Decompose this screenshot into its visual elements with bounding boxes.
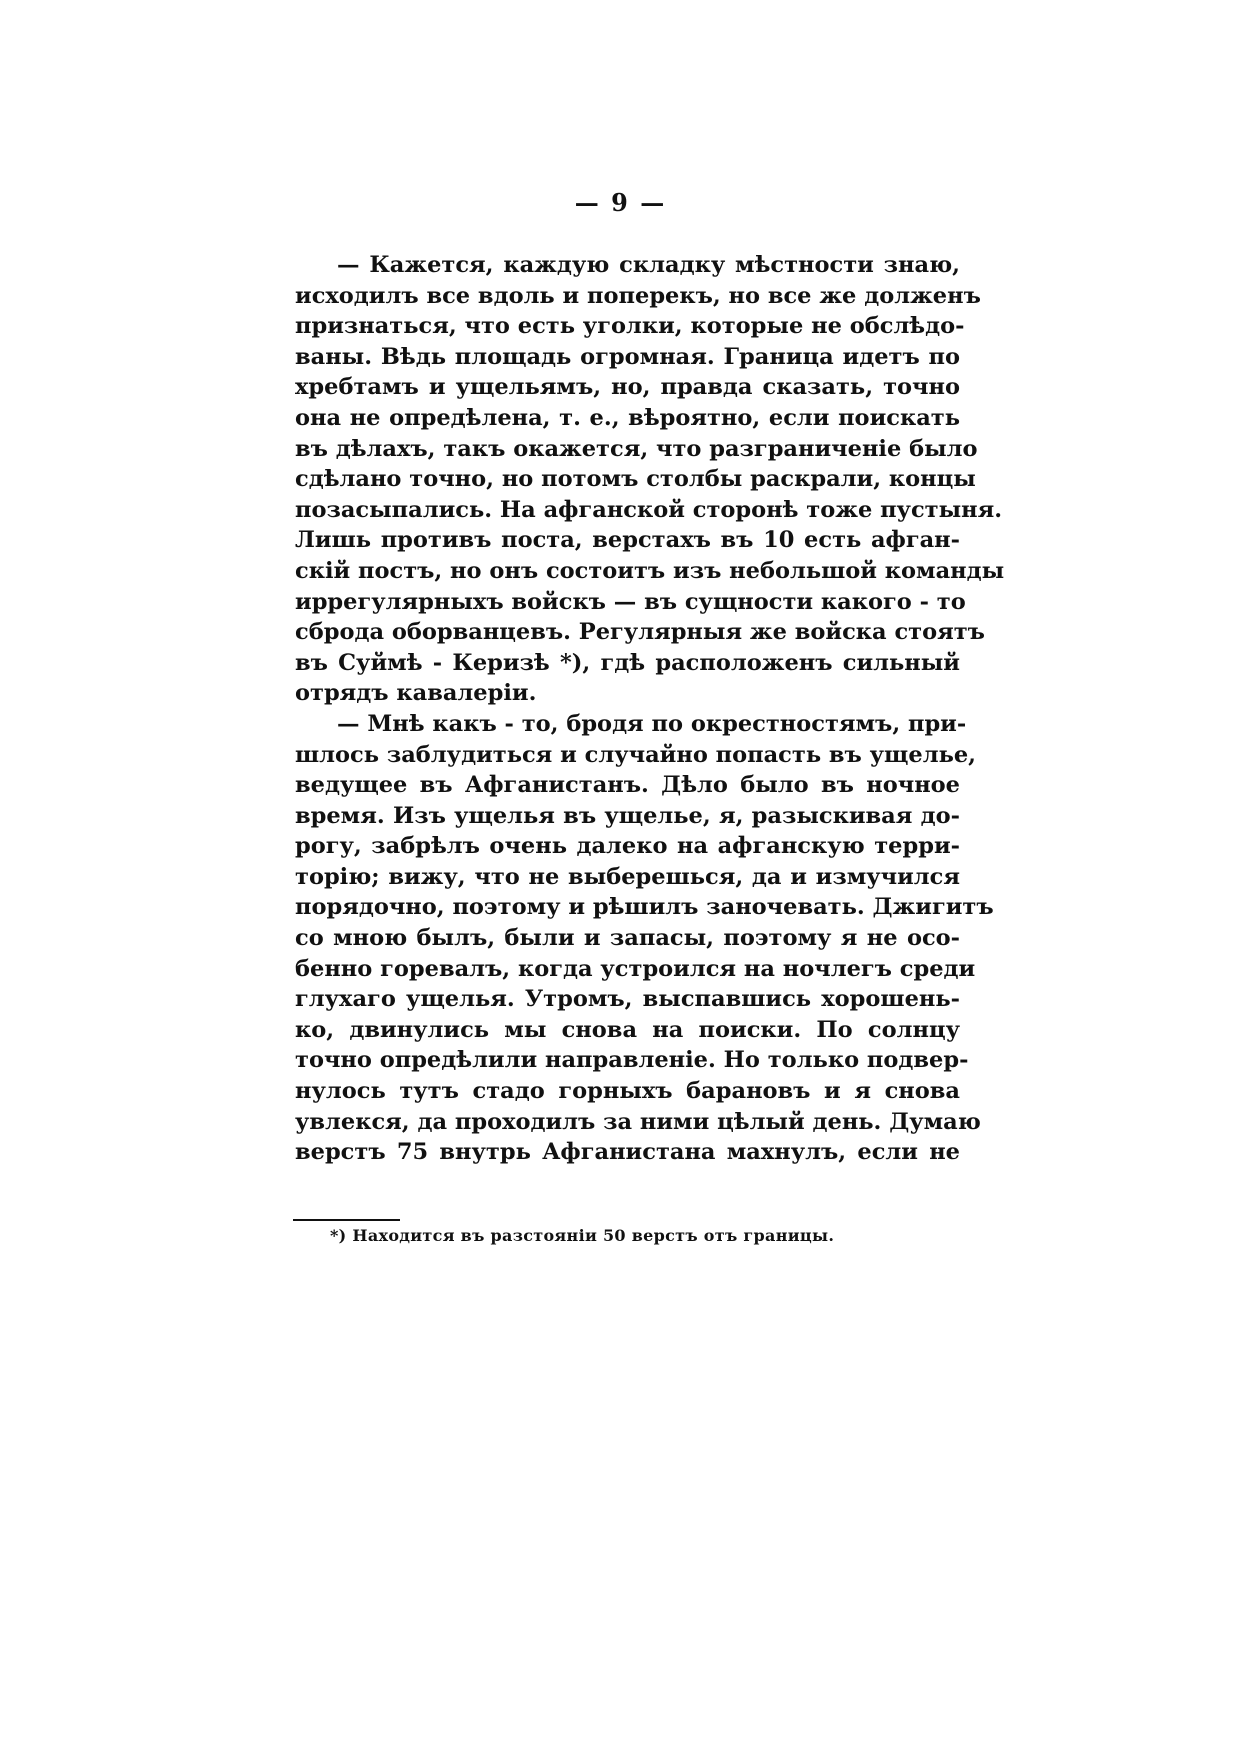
text-line: точно опредѣлили направленіе. Но только подвер-	[295, 1047, 969, 1074]
body-text	[295, 250, 1005, 1168]
text-line: позасыпались. На афганской сторонѣ тоже пустыня.	[295, 496, 1003, 523]
text-line: ко, двинулись мы снова на поиски. По солнцу	[295, 1016, 960, 1043]
text-line: ваны. Вѣдь площадь огромная. Граница идетъ по	[295, 343, 960, 370]
text-line: она не опредѣлена, т. е., вѣроятно, если поискать	[295, 404, 960, 431]
text-line: верстъ 75 внутрь Афганистана махнулъ, если не	[295, 1139, 960, 1166]
text-line: торію; вижу, что не выберешься, да и измучился	[295, 863, 960, 890]
text-line: исходилъ все вдоль и поперекъ, но все же долженъ	[295, 282, 981, 309]
paragraph-1	[295, 250, 1005, 709]
text-line: хребтамъ и ущельямъ, но, правда сказать, точно	[295, 374, 960, 401]
footnote: *) Находится въ разстояніи 50 верстъ отъ границы.	[330, 1226, 835, 1245]
text-line: скій постъ, но онъ состоитъ изъ небольшой команды	[295, 557, 1005, 584]
text-line: порядочно, поэтому и рѣшилъ заночевать. Джигитъ	[295, 894, 994, 921]
text-line: признаться, что есть уголки, которые не обслѣдо-	[295, 313, 965, 340]
text-line: иррегулярныхъ войскъ — въ сущности какого - то	[295, 588, 966, 615]
paragraph-2	[295, 709, 994, 1168]
footnote-divider	[293, 1219, 400, 1221]
text-line: бенно горевалъ, когда устроился на ночлегъ среди	[295, 955, 976, 982]
text-line: сдѣлано точно, но потомъ столбы раскрали, концы	[295, 466, 976, 493]
text-line: въ дѣлахъ, такъ окажется, что разграниченіе было	[295, 435, 978, 462]
text-line: глухаго ущелья. Утромъ, выспавшись хорошень-	[295, 986, 960, 1013]
text-line: время. Изъ ущелья въ ущелье, я, разыскивая до-	[295, 802, 960, 829]
text-line: отрядъ кавалеріи.	[295, 680, 537, 707]
text-line: нулось тутъ стадо горныхъ барановъ и я снова	[295, 1078, 960, 1105]
text-line: со мною былъ, были и запасы, поэтому я не осо-	[295, 925, 960, 952]
text-line: ведущее въ Афганистанъ. Дѣло было въ ночное	[295, 772, 960, 799]
page-number: — 9 —	[574, 188, 667, 217]
text-line: — Мнѣ какъ - то, бродя по окрестностямъ, при-	[337, 710, 967, 737]
text-line: Лишь противъ поста, верстахъ въ 10 есть афган-	[295, 527, 960, 554]
text-line: въ Суймѣ - Керизѣ *), гдѣ расположенъ сильный	[295, 649, 960, 676]
text-line: шлось заблудиться и случайно попасть въ ущелье,	[295, 741, 976, 768]
text-line: рогу, забрѣлъ очень далеко на афганскую терри-	[295, 833, 960, 860]
text-line: увлекся, да проходилъ за ними цѣлый день. Думаю	[295, 1108, 981, 1135]
text-line: сброда оборванцевъ. Регулярныя же войска стоятъ	[295, 619, 985, 646]
text-line: — Кажется, каждую складку мѣстности знаю,	[337, 252, 960, 278]
